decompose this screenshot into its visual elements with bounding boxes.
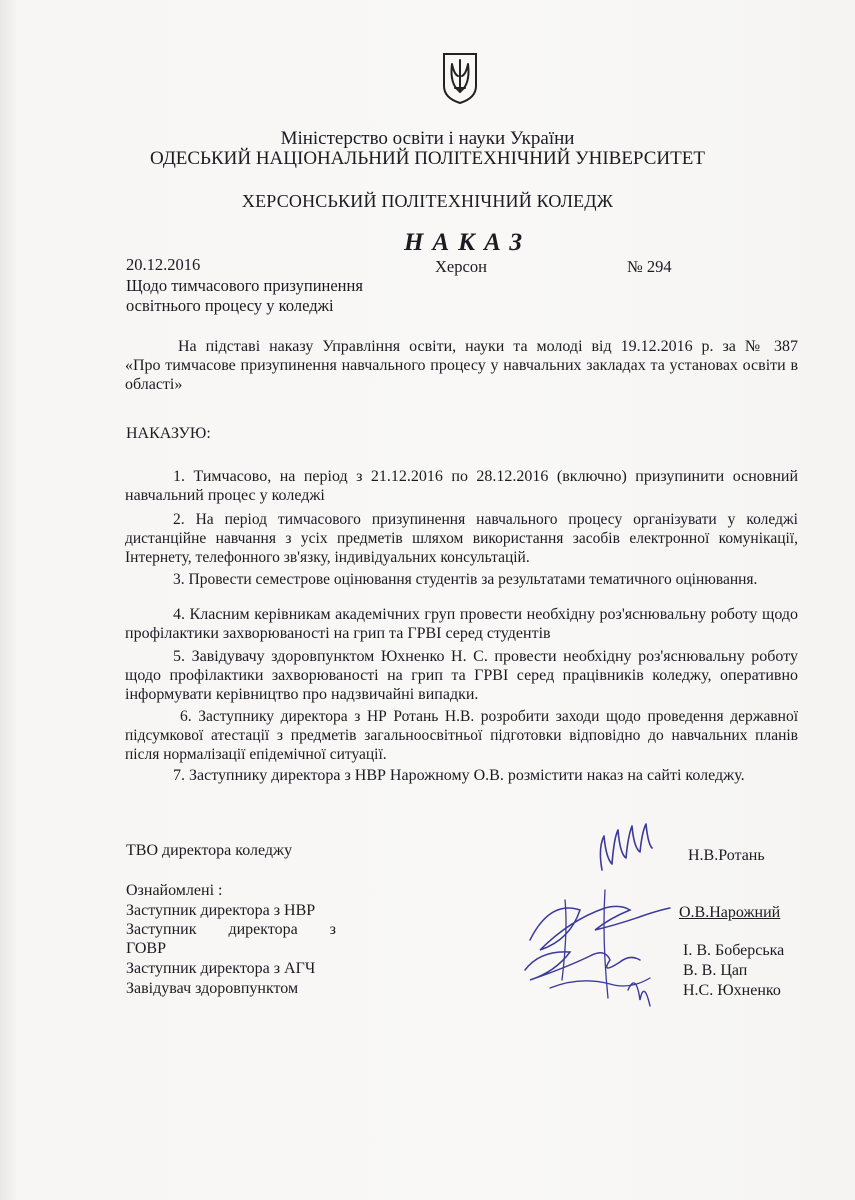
signer-name: В. В. Цап [683, 962, 748, 979]
order-date: 20.12.2016 [126, 255, 201, 274]
preamble-rest: «Про тимчасове призупинення навчального процесу у навчальних закладах та установах освіти в області» [125, 357, 798, 393]
order-item-1: 1. Тимчасово, на період з 21.12.2016 по 28.12.2016 (включно) призупинити основний навчальний процес у коледжі [125, 468, 798, 504]
director-name: Н.В.Ротань [688, 847, 765, 864]
college-title: ХЕРСОНСЬКИЙ ПОЛІТЕХНІЧНИЙ КОЛЕДЖ [241, 191, 614, 211]
ministry-title: Міністерство освіти і науки України [280, 128, 575, 149]
order-word: НАКАЗУЮ: [126, 425, 211, 442]
signer-role: ГОВР [126, 940, 166, 957]
director-signature [590, 818, 665, 878]
order-item-6: 6. Заступнику директора з НР Ротань Н.В. розробити заходи щодо проведення державної підсумкової атестації з предметів загальноосвітньої підготовки відповідно до навчальних планів після нормалізації епідемічної ситуації. [125, 708, 798, 763]
signer-name: Н.С. Юхненко [683, 982, 781, 999]
order-city: Херсон [435, 257, 487, 276]
order-subject-line2: освітнього процесу у коледжі [126, 296, 334, 315]
signer-name: О.В.Нарожний [679, 904, 781, 921]
director-title: ТВО директора коледжу [126, 842, 293, 859]
acquainted-label: Ознайомлені : [126, 882, 223, 899]
university-title: ОДЕСЬКИЙ НАЦІОНАЛЬНИЙ ПОЛІТЕХНІЧНИЙ УНІВЕРСИТЕТ [150, 148, 705, 169]
order-item-2: 2. На період тимчасового призупинення навчального процесу організувати у коледжі дистанційне навчання з усіх предметів шляхом використання засобів електронної комунікації, Інтернету, телефонного зв'язку, індивідуальних консультацій. [125, 511, 798, 566]
order-item-3: 3. Провести семестрове оцінювання студентів за результатами тематичного оцінювання. [173, 571, 758, 588]
order-item-7: 7. Заступнику директора з НВР Нарожному О.В. розмістити наказ на сайті коледжу. [173, 767, 745, 784]
order-item-5: 5. Завідувачу здоровпунктом Юхненко Н. С. провести необхідну роз'яснювальну роботу щодо профілактики захворюваності на грип та ГРВІ серед працівників коледжу, оперативно інформувати керівництво про надзвичайні випадки. [125, 648, 798, 703]
order-item-4: 4. Класним керівникам академічних груп провести необхідну роз'яснювальну роботу щодо профілактики захворюваності на грип та ГРВІ серед студентів [125, 606, 798, 642]
coat-of-arms-icon [441, 52, 479, 104]
order-number: № 294 [627, 257, 672, 276]
signer-role: Завідувач здоровпунктом [126, 980, 299, 997]
acquaintance-signatures [510, 880, 680, 1020]
signer-role: Заступник директора з НВР [126, 902, 316, 919]
order-subject-line1: Щодо тимчасового призупинення [126, 276, 363, 295]
signer-role: Заступник директора з АГЧ [126, 960, 316, 977]
document-type-title: НАКАЗ [404, 229, 532, 256]
signer-role: Заступник директора з [126, 921, 336, 938]
preamble-line1: На підставі наказу Управління освіти, науки та молоді від 19.12.2016 р. за № 387 [178, 338, 798, 355]
signer-name: І. В. Боберська [683, 942, 785, 959]
